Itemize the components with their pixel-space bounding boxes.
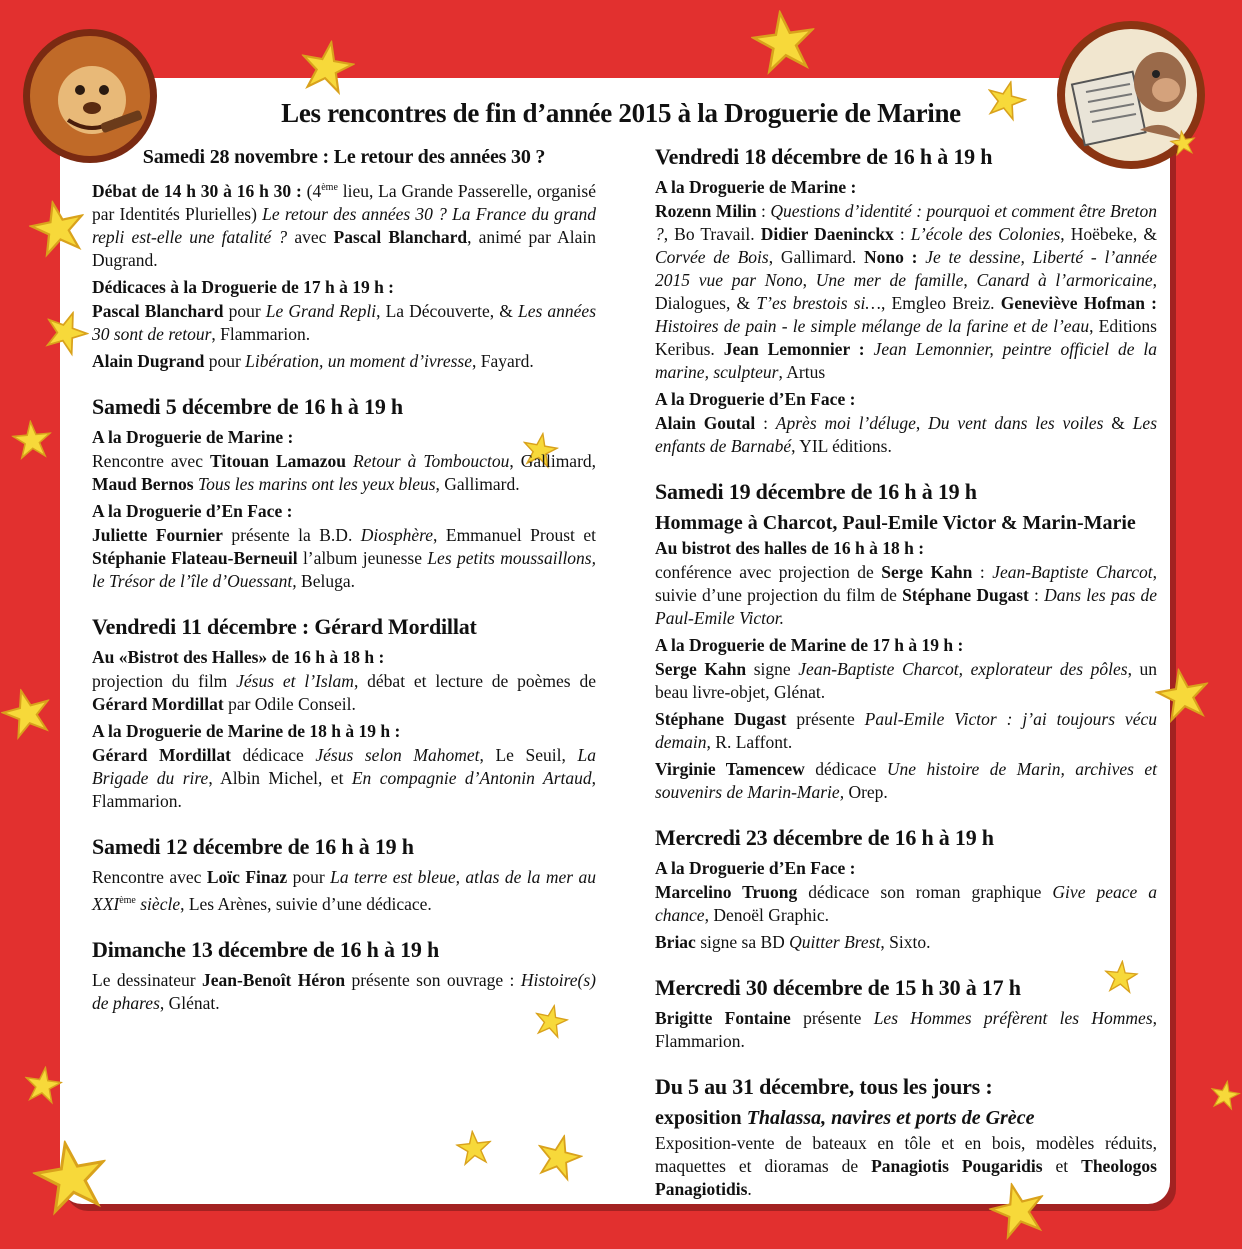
event-description — [92, 176, 596, 272]
text-run: , La Découverte, & — [376, 300, 518, 321]
text-run: : — [1028, 585, 1045, 605]
text-run: Dans les pas de Paul-Emile Victor. — [655, 585, 1157, 628]
event-description — [655, 758, 1157, 804]
event-description — [92, 670, 596, 716]
text-run: exposition — [655, 1107, 747, 1129]
text-run: Dédicaces à la Droguerie de 17 h à 19 h : — [92, 276, 395, 297]
star-icon — [1168, 128, 1197, 157]
text-run: Après moi l’déluge — [775, 413, 916, 433]
venue-subheading — [92, 500, 596, 522]
text-run: Histoire(s) de phares — [92, 969, 596, 1013]
event-description — [655, 658, 1157, 704]
text-run: Theologos Panagiotidis — [655, 1156, 1157, 1199]
text-run: , — [963, 270, 977, 290]
event-section — [655, 144, 1157, 458]
text-run: Juliette Fournier — [92, 524, 223, 545]
event-heading: Mercredi 23 décembre de 16 h à 19 h — [655, 825, 994, 850]
text-run: Les années 30 sont de retour — [92, 300, 597, 344]
event-heading: Samedi 12 décembre de 16 h à 19 h — [92, 833, 414, 859]
event-heading: Du 5 au 31 décembre, tous les jours : — [655, 1074, 993, 1099]
venue-subheading — [655, 634, 1157, 656]
text-run: Marcelino Truong — [655, 882, 798, 902]
text-run: , Hoëbeke, & — [1060, 224, 1157, 244]
text-run: , suivie d’une projection du film de — [655, 562, 1157, 605]
event-description — [92, 524, 596, 593]
left-column — [92, 144, 596, 1036]
right-column — [655, 144, 1157, 1222]
text-run: , Denoël Graphic. — [704, 905, 829, 925]
text-run: Histoires de pain - le simple mélange de la farine et de l’eau — [655, 316, 1090, 336]
text-run: dédicace — [804, 759, 887, 779]
text-run: , Flammarion. — [655, 1008, 1158, 1051]
text-run: ème — [321, 182, 338, 193]
text-run: . — [747, 1179, 752, 1199]
text-run: A la Droguerie de Marine de 17 h à 19 h : — [655, 635, 964, 655]
text-run: , — [915, 413, 929, 433]
event-description — [92, 866, 596, 916]
text-run: , Le Seuil, — [479, 744, 578, 765]
text-run: Les enfants de Barnabé — [655, 413, 1157, 456]
text-run: Quitter Brest — [789, 932, 881, 952]
text-run: , Gallimard. — [768, 247, 864, 267]
text-run: : — [756, 201, 771, 221]
text-run: Les Hommes préfèrent les Hommes — [873, 1008, 1153, 1028]
text-run: (4 — [306, 180, 322, 201]
text-run: dédicace — [230, 744, 316, 765]
event-section — [92, 394, 596, 593]
event-description — [92, 450, 596, 496]
text-run: , Fayard. — [471, 350, 534, 371]
text-run: Jean Lemonnier, peintre officiel de la marine, sculpteur — [655, 339, 1157, 382]
event-description — [655, 1132, 1157, 1201]
event-description — [655, 931, 1157, 954]
event-heading: Vendredi 11 décembre : Gérard Mordillat — [92, 613, 477, 639]
text-run: Retour à Tombouctou — [353, 450, 510, 471]
text-run: Gérard Mordillat — [92, 693, 224, 714]
text-run: Titouan Lamazou — [209, 450, 347, 471]
text-run: , Sixto. — [880, 932, 931, 952]
text-run: pour — [223, 300, 266, 321]
text-run: signe sa BD — [695, 932, 790, 952]
text-run: , débat et lecture de poèmes de — [353, 670, 596, 691]
text-run: , Artus — [778, 362, 826, 382]
event-description — [655, 561, 1157, 630]
text-run: Jean Lemonnier : — [723, 339, 865, 359]
text-run: Paul-Emile Victor : j’ai toujours vécu demain — [655, 709, 1157, 752]
text-run: Jésus selon Mahomet — [315, 744, 480, 765]
text-run: Stéphanie Flateau-Berneuil — [92, 547, 298, 568]
event-section — [655, 975, 1157, 1053]
text-run: : — [755, 413, 776, 433]
text-run: conférence avec projection de — [655, 562, 882, 582]
text-run: Nono : — [863, 247, 918, 267]
event-section — [655, 1074, 1157, 1201]
text-run: Geneviève Hofman : — [1000, 293, 1157, 313]
text-run: présente — [786, 709, 865, 729]
text-run: A la Droguerie de Marine : — [655, 177, 857, 197]
text-run: , Glénat. — [159, 992, 220, 1013]
event-description — [655, 881, 1157, 927]
text-run: Rencontre avec — [92, 866, 207, 887]
venue-subheading — [655, 176, 1157, 198]
text-run: Beluga. — [296, 570, 355, 591]
text-run: A la Droguerie d’En Face : — [655, 858, 856, 878]
star-icon — [28, 1134, 114, 1220]
text-run: : — [972, 562, 993, 582]
text-run: Rozenn Milin — [655, 201, 757, 221]
text-run — [865, 339, 874, 359]
text-run: présente — [790, 1008, 874, 1028]
text-run: Canard à l’armoricaine — [976, 270, 1153, 290]
event-heading: Dimanche 13 décembre de 16 h à 19 h — [92, 936, 440, 962]
star-icon — [1208, 1078, 1242, 1113]
star-icon — [0, 682, 58, 743]
text-run: , Albin Michel, et — [208, 767, 352, 788]
text-run: , Bo Travail. — [663, 224, 761, 244]
text-run: Au bistrot des halles de 16 h à 18 h : — [655, 538, 925, 558]
star-icon — [25, 195, 91, 261]
text-run: Panagiotis Pougaridis — [871, 1156, 1043, 1176]
text-run: dédicace son roman graphique — [797, 882, 1053, 902]
text-run: Débat de 14 h 30 à 16 h 30 : — [92, 180, 307, 201]
text-run: , R. Laffont. — [706, 732, 793, 752]
event-description — [655, 200, 1157, 384]
text-run: , animé par Alain Dugrand. — [92, 226, 596, 270]
text-run: Stéphane Dugast — [902, 585, 1029, 605]
event-heading: Mercredi 30 décembre de 15 h 30 à 17 h — [655, 975, 1021, 1000]
star-icon — [10, 418, 53, 461]
event-heading: Samedi 19 décembre de 16 h à 19 h — [655, 479, 977, 504]
text-run: Corvée de Bois — [655, 247, 769, 267]
event-description — [92, 744, 596, 813]
text-run: Libération, un moment d’ivresse — [245, 350, 472, 371]
text-run: Jean-Baptiste Charcot, explorateur des pôles — [798, 659, 1128, 679]
event-description — [92, 350, 596, 373]
text-run: Stéphane Dugast — [655, 709, 787, 729]
venue-subheading — [92, 426, 596, 448]
text-run: présente la B.D. — [222, 524, 361, 545]
text-run: Jésus et l’Islam — [236, 670, 354, 691]
text-run: Brigitte Fontaine — [655, 1008, 791, 1028]
event-heading: Samedi 28 novembre : Le retour des années 30 ? — [142, 146, 546, 168]
text-run: L’école des Colonies — [910, 224, 1061, 244]
text-run: Rencontre avec — [92, 450, 210, 471]
event-section — [92, 937, 596, 1015]
text-run: pour — [204, 350, 246, 371]
text-run: Maud Bernos — [92, 473, 194, 494]
event-description — [92, 300, 596, 346]
text-run: et — [1042, 1156, 1082, 1176]
text-run: , Emmanuel Proust et — [433, 524, 596, 545]
event-section — [655, 479, 1157, 804]
venue-subheading — [92, 276, 596, 298]
text-run: La Brigade du rire — [92, 744, 596, 788]
text-run: A la Droguerie de Marine de 18 h à 19 h : — [92, 720, 401, 741]
text-run: Je te dessine, Liberté - l’année 2015 vue par Nono — [655, 247, 1158, 290]
event-heading: Vendredi 18 décembre de 16 h à 19 h — [655, 144, 993, 169]
text-run: l’album jeunesse — [297, 547, 428, 568]
star-icon — [748, 6, 820, 78]
text-run — [346, 451, 353, 471]
text-run: Exposition-vente de bateaux en tôle et en bois, modèles réduits, maquettes et dioramas de — [655, 1133, 1157, 1176]
text-run: Les petits moussaillons, le Trésor de l’île d’Ouessant, — [92, 547, 596, 591]
text-run: & — [1103, 413, 1133, 433]
event-subtitle — [655, 1106, 1157, 1130]
text-run: Virginie Tamencew — [655, 759, 805, 779]
text-run: présente son ouvrage : — [345, 969, 521, 990]
text-run: , Emgleo Breiz. — [880, 293, 1001, 313]
text-run: projection du film — [92, 670, 237, 691]
event-heading: Samedi 5 décembre de 16 h à 19 h — [92, 393, 403, 419]
text-run: Le Grand Repli — [265, 300, 377, 321]
text-run: T’es brestois si… — [756, 293, 881, 313]
text-run: Give peace a chance — [655, 882, 1157, 925]
text-run: A la Droguerie de Marine : — [92, 426, 294, 447]
event-description — [655, 412, 1157, 458]
text-run: Gérard Mordillat — [92, 744, 231, 765]
text-run: , Gallimard, — [509, 450, 597, 471]
text-run: , Editions Keribus. — [655, 316, 1157, 359]
text-run: Didier Daeninckx — [760, 224, 894, 244]
text-run: Pascal Blanchard — [333, 226, 468, 247]
event-subtitle — [655, 511, 1157, 535]
text-run: En compagnie d’Antonin Artaud — [351, 767, 592, 788]
text-run: Thalassa, navires et ports de Grèce — [746, 1107, 1035, 1129]
text-run: : — [893, 224, 911, 244]
star-icon — [454, 1128, 494, 1168]
event-section — [92, 834, 596, 916]
text-run: , Flammarion. — [92, 767, 597, 811]
text-run: Jean-Benoît Héron — [201, 969, 346, 990]
text-run: , Dialogues, & — [655, 270, 1158, 313]
venue-subheading — [655, 388, 1157, 410]
text-run: Loïc Finaz — [206, 866, 288, 887]
text-run: Du vent dans les voiles — [928, 413, 1104, 433]
text-run: , YIL éditions. — [791, 436, 892, 456]
text-run: , Les Arènes, suivie d’une dédicace. — [180, 893, 432, 914]
text-run: Serge Kahn — [881, 562, 973, 582]
text-run: Serge Kahn — [655, 659, 747, 679]
venue-subheading — [92, 720, 596, 742]
text-run: signe — [746, 659, 799, 679]
text-run: Jean-Baptiste Charcot — [992, 562, 1153, 582]
text-run: Briac — [655, 932, 696, 952]
star-icon — [22, 1064, 65, 1107]
text-run: par Odile Conseil. — [223, 693, 356, 714]
text-run: Tous les marins ont les yeux bleus — [197, 473, 436, 494]
text-run: Pascal Blanchard — [92, 300, 224, 321]
text-run: avec — [287, 226, 334, 247]
text-run: Une mer de famille — [815, 270, 964, 290]
event-description — [92, 969, 596, 1015]
text-run: Le dessinateur — [92, 969, 202, 990]
text-run: Hommage à Charcot, Paul-Emile Victor & Marin-Marie — [655, 512, 1136, 534]
text-run: Orep. — [844, 782, 888, 802]
event-section — [92, 614, 596, 813]
text-run: La terre est bleue, atlas de la mer au XXI — [92, 866, 597, 914]
text-run: , Flammarion. — [211, 323, 311, 344]
text-run: Le retour des années 30 ? La France du grand repli est-elle une fatalité ? — [92, 203, 596, 247]
text-run: Diosphère — [360, 524, 434, 545]
text-run: pour — [287, 866, 331, 887]
text-run: siècle — [135, 893, 181, 914]
event-description — [655, 708, 1157, 754]
event-section — [655, 825, 1157, 954]
text-run: Alain Dugrand — [92, 350, 205, 371]
text-run: Alain Goutal — [655, 413, 756, 433]
text-run: A la Droguerie d’En Face : — [92, 500, 293, 521]
text-run: , — [802, 270, 816, 290]
event-description — [655, 1007, 1157, 1053]
text-run: Questions d’identité : pourquoi et comment être Breton ? — [655, 201, 1157, 244]
star-icon — [296, 36, 359, 99]
venue-subheading — [655, 537, 1157, 559]
text-run: ème — [119, 894, 136, 906]
event-section — [92, 144, 596, 373]
text-run: , Gallimard. — [435, 473, 520, 494]
venue-subheading — [655, 857, 1157, 879]
text-run: A la Droguerie d’En Face : — [655, 389, 856, 409]
text-run: , un beau livre-objet, Glénat. — [655, 659, 1157, 702]
text-run: lieu, La Grande Passerelle, organisé par Identités Plurielles) — [92, 180, 596, 224]
text-run: Au «Bistrot des Halles» de 16 h à 18 h : — [92, 646, 385, 667]
text-run: Une histoire de Marin, archives et souvenirs de Marin-Marie, — [655, 759, 1158, 802]
venue-subheading — [92, 646, 596, 668]
page-title: Les rencontres de fin d’année 2015 à la Droguerie de Marine — [281, 98, 961, 128]
star-icon — [1152, 664, 1215, 727]
